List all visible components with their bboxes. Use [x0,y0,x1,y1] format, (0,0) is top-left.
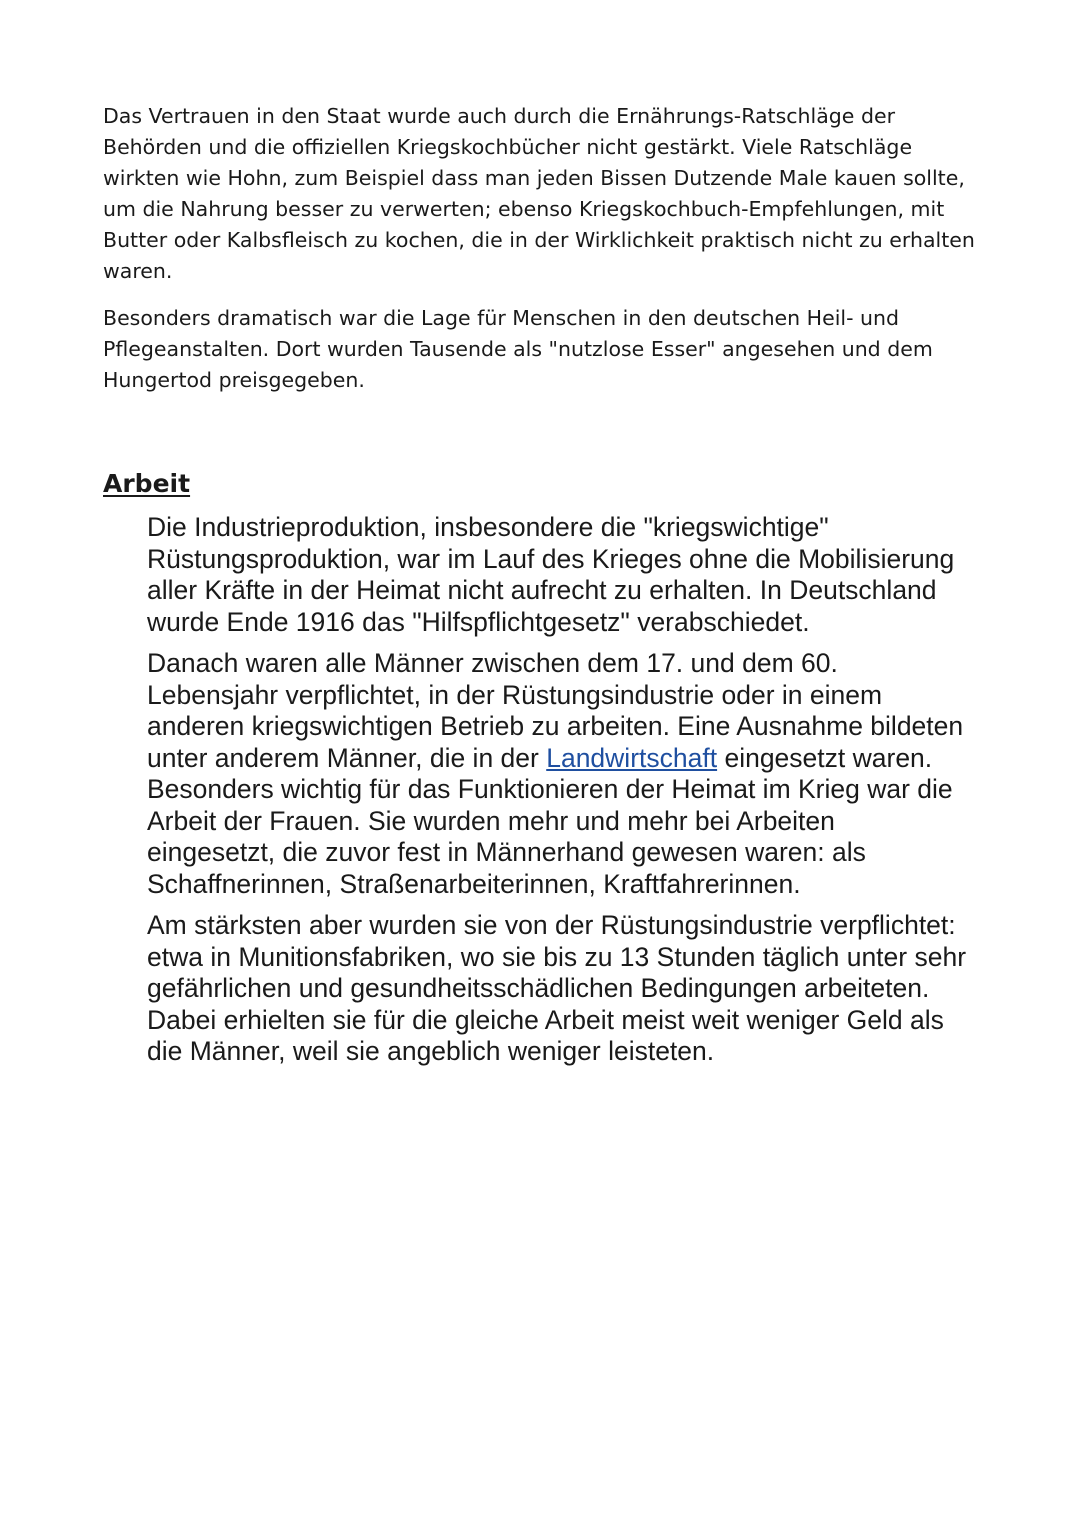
arbeit-paragraph-men [147,648,967,774]
arbeit-paragraph-armaments: Am stärksten aber wurden sie von der Rüstungsindustrie verpflichtet: etwa in Munitionsfabriken, wo sie bis zu 13 Stunden täglich unter sehr gefährlichen und gesundheitsschädlichen Bedingungen arbeiteten. Dabei erhielten sie für die gleiche Arbeit meist weit weniger Geld als die Männer, weil sie angeblich weniger leisteten. [147,910,967,1066]
landwirtschaft-link[interactable]: Landwirtschaft [546,742,718,773]
arbeit-paragraph-men-text-end: eingesetzt waren. [717,742,933,773]
arbeit-paragraph-women: Besonders wichtig für das Funktionieren der Heimat im Krieg war die Arbeit der Frauen. Sie wurden mehr und mehr bei Arbeiten eingesetzt, die zuvor fest in Männerhand gewesen waren: als Schaffnerinnen, Straßenarbeiterinnen, Kraftfahrerinnen. [147,774,953,899]
arbeit-paragraph-men-text-start: Danach waren alle Männer zwischen dem 17. und dem 60. Lebensjahr verpflichtet, in der Rüstungsindustrie oder in einem anderen kriegswichtigen Betrieb zu arbeiten. Eine Ausnahme bildeten unter anderem Männer, die in der [147,648,964,773]
arbeit-section-body [147,512,967,1078]
intro-section [103,101,983,412]
intro-paragraph-asylums: Besonders dramatisch war die Lage für Menschen in den deutschen Heil- und Pflegeanstalten. Dort wurden Tausende als "nutzlose Esser" angesehen und dem Hungertod preisgegeben. [103,306,933,392]
section-heading-arbeit: Arbeit [103,469,191,498]
arbeit-paragraph-industry: Die Industrieproduktion, insbesondere die "kriegswichtige" Rüstungsproduktion, war im Lauf des Krieges ohne die Mobilisierung aller Kräfte in der Heimat nicht aufrecht zu erhalten. In Deutschland wurde Ende 1916 das "Hilfspflichtgesetz" verabschiedet. [147,512,955,637]
intro-paragraph-trust: Das Vertrauen in den Staat wurde auch durch die Ernährungs-Ratschläge der Behörden und die offiziellen Kriegskochbücher nicht gestärkt. Viele Ratschläge wirkten wie Hohn, zum Beispiel dass man jeden Bissen Dutzende Male kauen sollte, um die Nahrung besser zu verwerten; ebenso Kriegskochbuch-Empfehlungen, mit Butter oder Kalbsfleisch zu kochen, die in der Wirklichkeit praktisch nicht zu erhalten waren. [103,104,975,283]
